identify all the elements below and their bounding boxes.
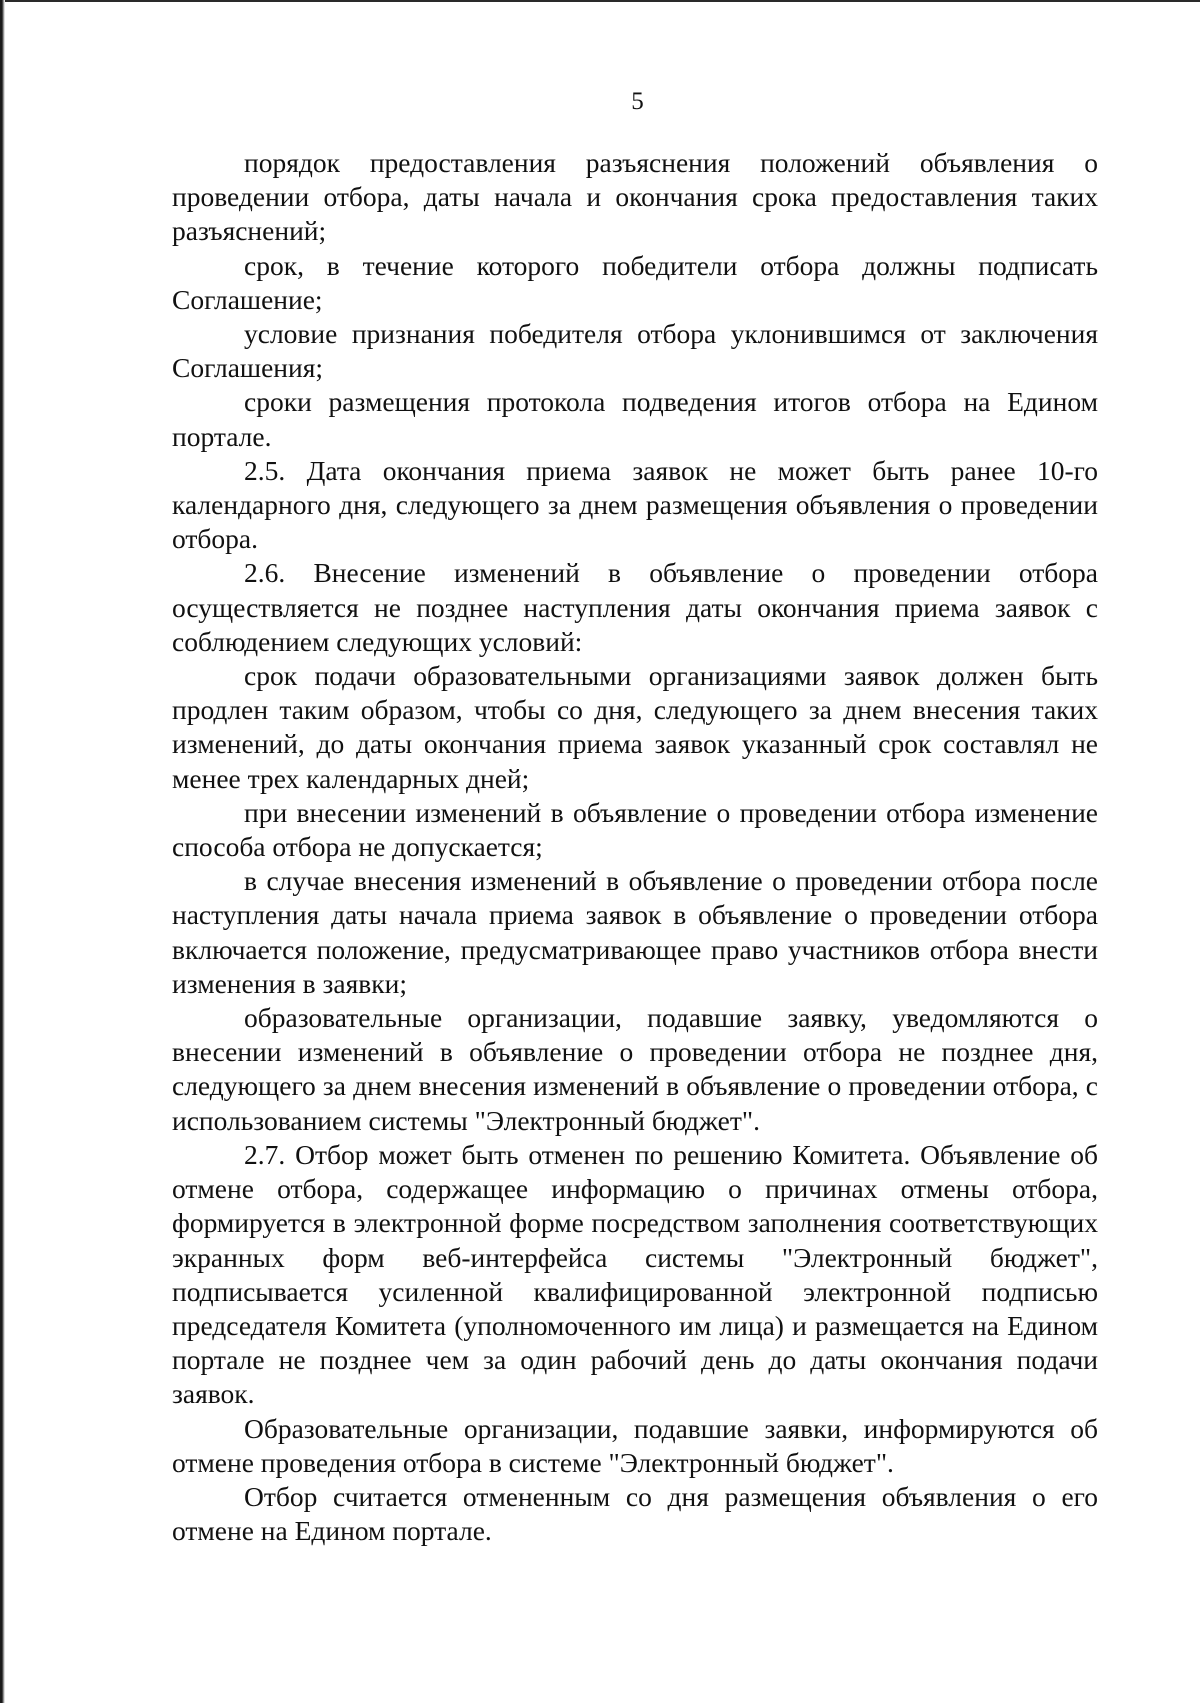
paragraph: образовательные организации, подавшие заявку, уведомляются о внесении изменений в объявление о проведении отбора не позднее дня, следующего за днем внесения изменений в объявление о проведении отбора, с использованием системы "Электронный бюджет".: [172, 1002, 1098, 1136]
paragraph: 2.7. Отбор может быть отменен по решению Комитета. Объявление об отмене отбора, содержащее информацию о причинах отмены отбора, формируется в электронной форме посредством заполнения соответствующих экранных форм веб-интерфейса системы "Электронный бюджет", подписывается усиленной квалифицированной электронной подписью председателя Комитета (уполномоченного им лица) и размещается на Едином портале не позднее чем за один рабочий день до даты окончания подачи заявок.: [172, 1138, 1098, 1410]
paragraph: 2.6. Внесение изменений в объявление о проведении отбора осуществляется не позднее наступления даты окончания приема заявок с соблюдением следующих условий:: [172, 557, 1098, 657]
paragraph: 2.5. Дата окончания приема заявок не может быть ранее 10-го календарного дня, следующего за днем размещения объявления о проведении отбора.: [172, 454, 1098, 555]
paragraph: при внесении изменений в объявление о проведении отбора изменение способа отбора не допускается;: [172, 796, 1098, 863]
page-number: 5: [631, 88, 644, 115]
document-body: [172, 146, 1098, 1548]
paragraph: срок подачи образовательными организациями заявок должен быть продлен таким образом, чтобы со дня, следующего за днем внесения таких изменений, до даты окончания приема заявок указанный срок составлял не менее трех календарных дней;: [172, 660, 1098, 794]
paragraph: срок, в течение которого победители отбора должны подписать Соглашение;: [172, 249, 1098, 315]
paragraph: в случае внесения изменений в объявление о проведении отбора после наступления даты начала приема заявок в объявление о проведении отбора включается положение, предусматривающее право участников отбора внести изменения в заявки;: [172, 865, 1098, 999]
scan-edge-left: [0, 0, 5, 1703]
paragraph: условие признания победителя отбора уклонившимся от заключения Соглашения;: [172, 318, 1098, 384]
paragraph: сроки размещения протокола подведения итогов отбора на Едином портале.: [172, 386, 1098, 452]
scan-edge-top: [0, 0, 1200, 2]
paragraph: порядок предоставления разъяснения положений объявления о проведении отбора, даты начала и окончания срока предоставления таких разъяснений;: [172, 147, 1098, 247]
paragraph: Отбор считается отмененным со дня размещения объявления о его отмене на Едином портале.: [172, 1480, 1098, 1547]
paragraph: Образовательные организации, подавшие заявки, информируются об отмене проведения отбора в системе "Электронный бюджет".: [172, 1412, 1098, 1478]
